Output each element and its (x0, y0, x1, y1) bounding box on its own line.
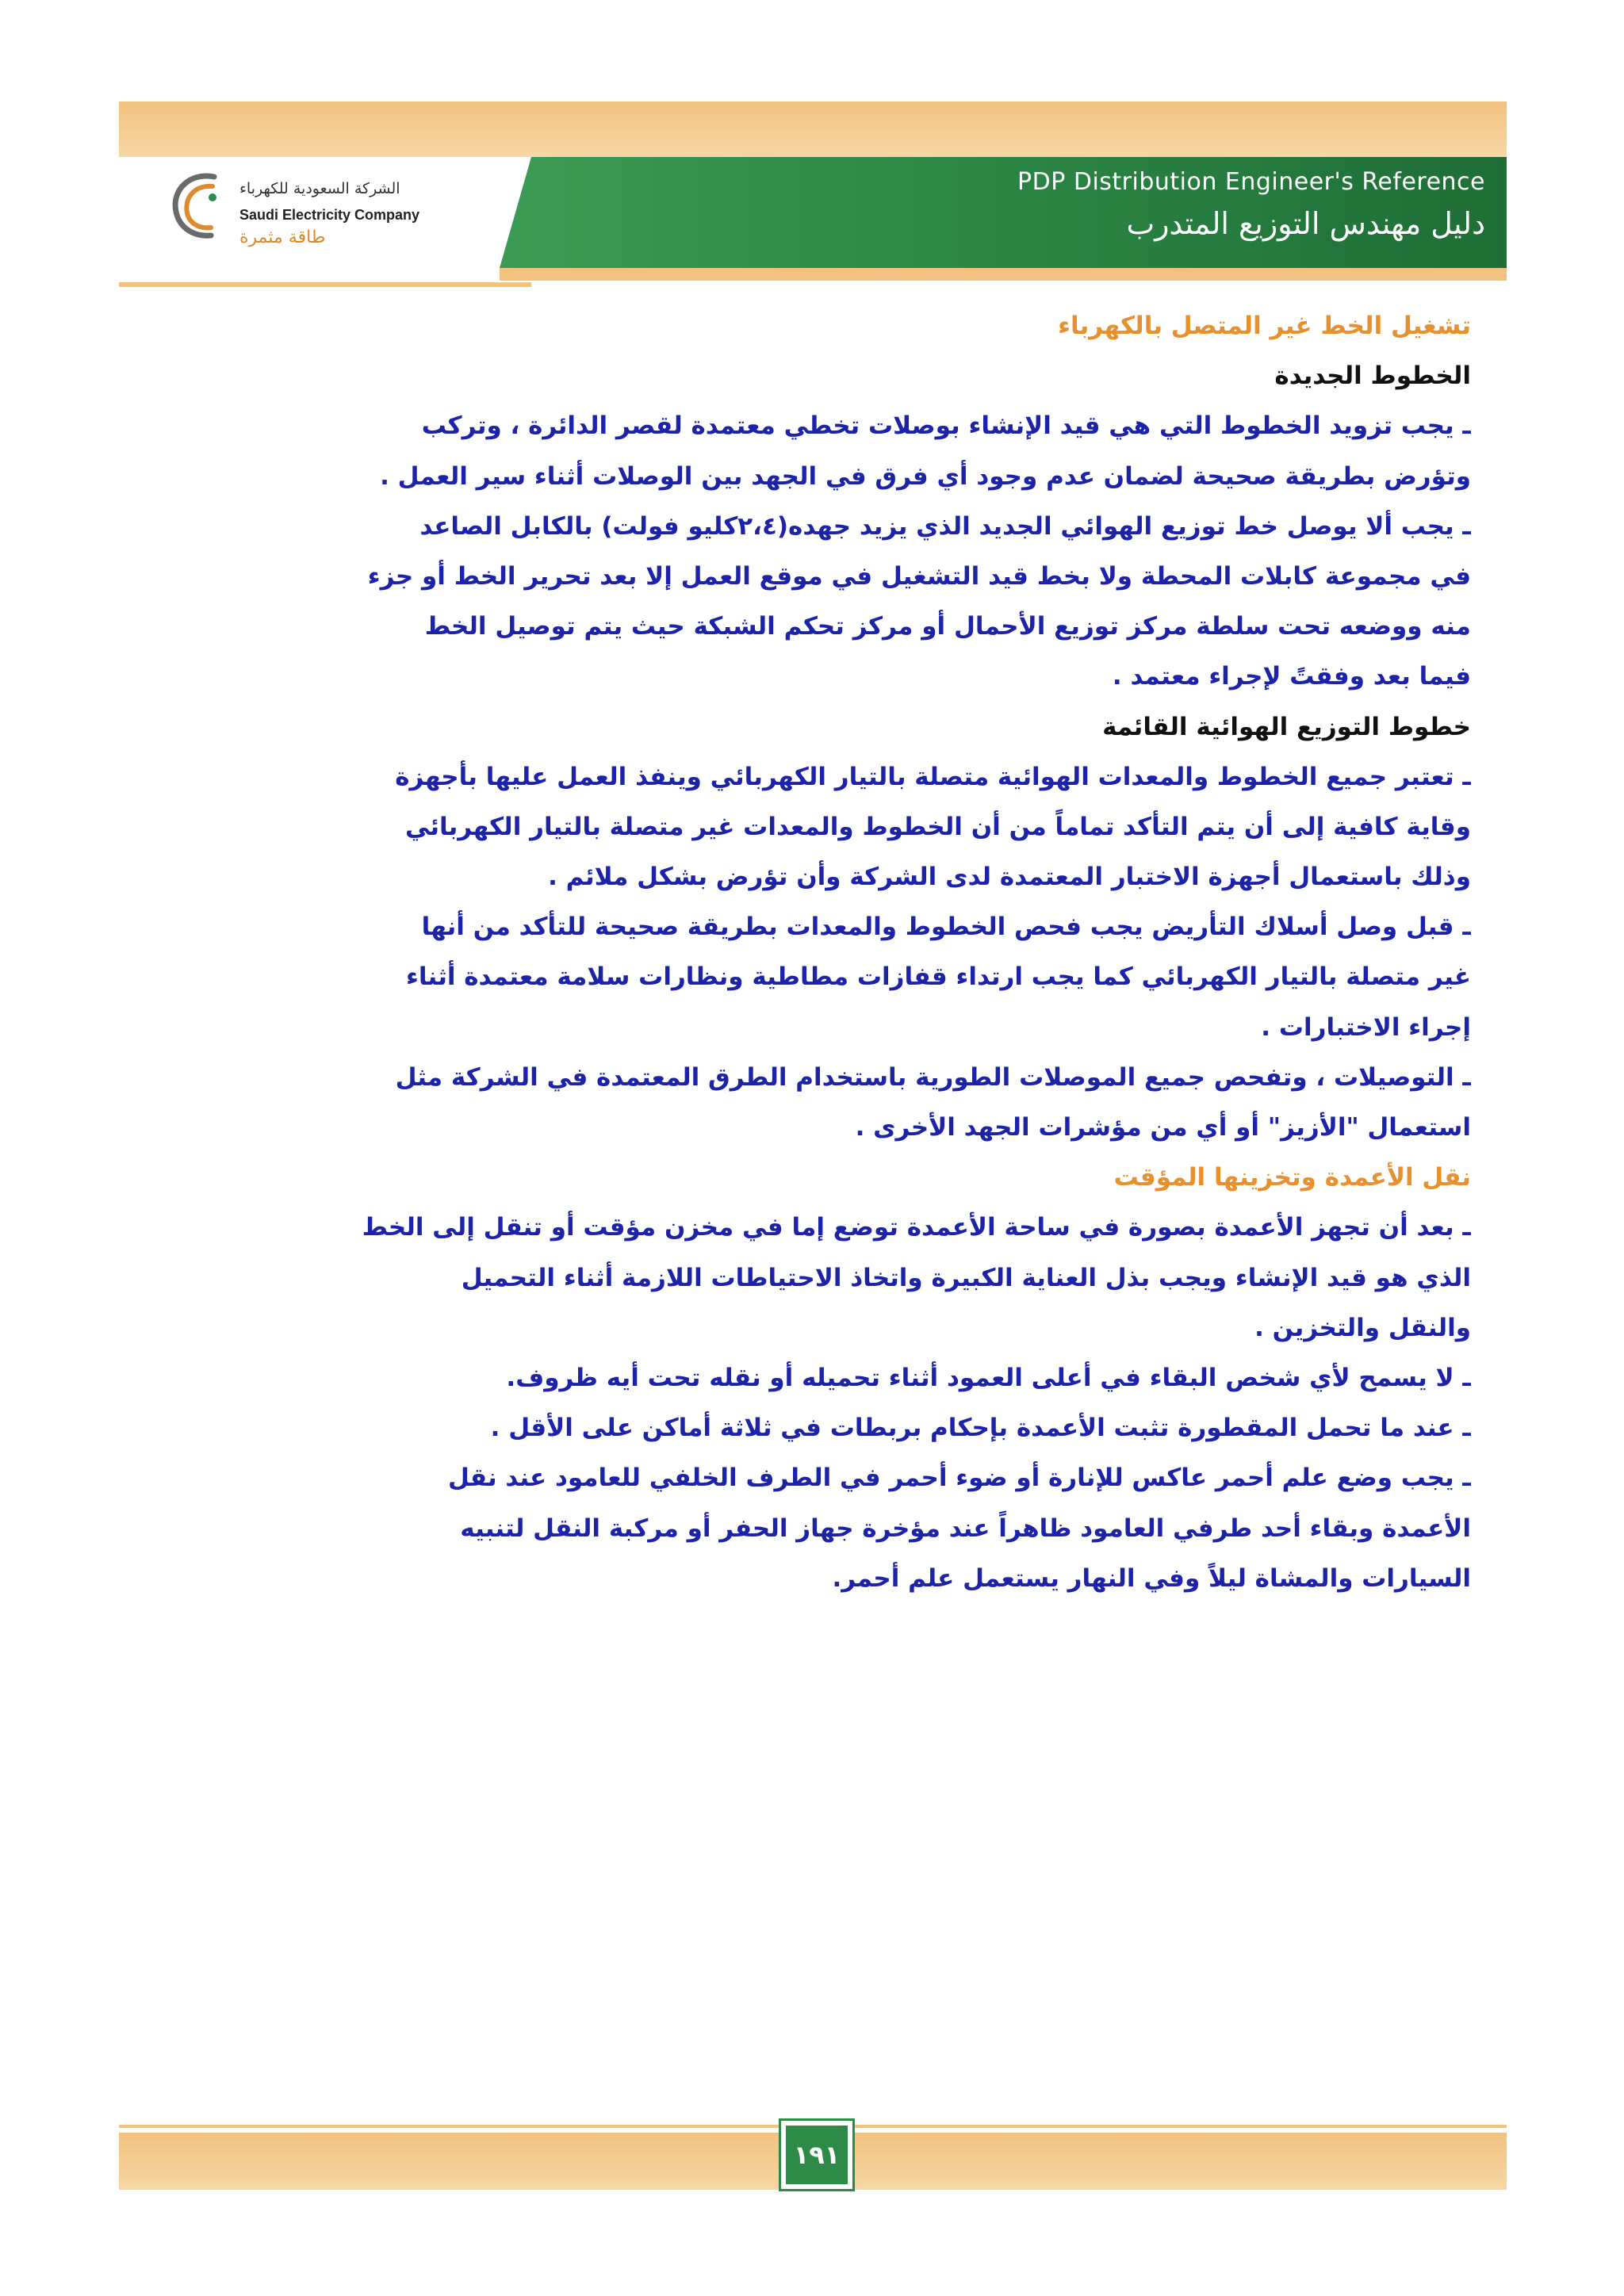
body-text-line: الأعمدة وبقاء أحد طرفي العامود ظاهراً عند مؤخرة جهاز الحفر أو مركبة النقل لتنبيه (460, 1513, 1471, 1543)
body-text-line: وتؤرض بطريقة صحيحة لضمان عدم وجود أي فرق في الجهد بين الوصلات أثناء سير العمل . (380, 461, 1471, 491)
body-text-line: ـ عند ما تحمل المقطورة تثبت الأعمدة بإحكام بربطات في ثلاثة أماكن على الأقل . (490, 1414, 1471, 1443)
body-text-line: في مجموعة كابلات المحطة ولا بخط قيد التشغيل في موقع العمل إلا بعد تحرير الخط أو جزء (367, 561, 1471, 591)
body-text-line: فيما بعد وفقتً لإجراء معتمد . (1112, 662, 1471, 691)
header-title-en: PDP Distribution Engineer's Reference (1017, 168, 1485, 196)
header-top-band (119, 101, 1507, 157)
body-text-line: ـ التوصيلات ، وتفحص جميع الموصلات الطورية باستخدام الطرق المعتمدة في الشركة مثل (395, 1062, 1471, 1092)
sec-logo-icon (167, 166, 228, 245)
body-text-line: إجراء الاختبارات . (1261, 1012, 1471, 1042)
body-text-line: ـ يجب ألا يوصل خط توزيع الهوائي الجديد الذي يزيد جهده(٢،٤كليو فولت) بالكابل الصاعد (419, 511, 1471, 541)
logo-slogan: طاقة مثمرة (239, 228, 326, 247)
body-text-line: ـ قبل وصل أسلاك التأريض يجب فحص الخطوط والمعدات بطريقة صحيحة للتأكد من أنها (421, 913, 1471, 942)
body-text-line: وقاية كافية إلى أن يتم التأكد تماماً من أن الخطوط والمعدات غير متصلة بالتيار الكهربائي (405, 812, 1471, 841)
body-text-line: السيارات والمشاة ليلاً وفي النهار يستعمل علم أحمر. (832, 1563, 1471, 1593)
subsection-heading: خطوط التوزيع الهوائية القائمة (1102, 712, 1471, 741)
header-underline (500, 268, 1507, 281)
logo-text-en: Saudi Electricity Company (239, 207, 420, 223)
body-text-line: ـ تعتبر جميع الخطوط والمعدات الهوائية متصلة بالتيار الكهربائي وينفذ العمل عليها بأجهزة (395, 762, 1471, 791)
body-text-line: منه ووضعه تحت سلطة مركز توزيع الأحمال أو مركز تحكم الشبكة حيث يتم توصيل الخط (424, 612, 1471, 641)
page-number: ١٩١ (786, 2126, 848, 2184)
body-text-line: الذي هو قيد الإنشاء ويجب بذل العناية الكبيرة واتخاذ الاحتياطات اللازمة أثناء التحميل (461, 1263, 1471, 1292)
subsection-heading: الخطوط الجديدة (1274, 362, 1471, 391)
logo-text-ar: الشركة السعودية للكهرباء (239, 180, 400, 197)
company-logo (167, 163, 452, 266)
section-heading: نقل الأعمدة وتخزينها المؤقت (1113, 1163, 1471, 1192)
page-number-box (779, 2118, 855, 2191)
body-text-line: ـ يجب تزويد الخطوط التي هي قيد الإنشاء بوصلات تخطي معتمدة لقصر الدائرة ، وتركب (421, 411, 1471, 441)
body-text-line: وذلك باستعمال أجهزة الاختبار المعتمدة لدى الشركة وأن تؤرض بشكل ملائم . (548, 863, 1471, 892)
section-heading: تشغيل الخط غير المتصل بالكهرباء (1058, 312, 1471, 340)
body-text-line: استعمال "الأزيز" أو أي من مؤشرات الجهد الأخرى . (855, 1113, 1471, 1142)
body-text-line: ـ بعد أن تجهز الأعمدة بصورة في ساحة الأعمدة توضع إما في مخزن مؤقت أو تنقل إلى الخط (362, 1213, 1471, 1242)
body-text-line: ـ لا يسمح لأي شخص البقاء في أعلى العمود أثناء تحميله أو نقله تحت أيه ظروف. (506, 1363, 1471, 1392)
body-text-line: غير متصلة بالتيار الكهربائي كما يجب ارتداء قفازات مطاطية ونظارات سلامة معتمدة أثناء (406, 962, 1471, 992)
body-text-line: ـ يجب وضع علم أحمر عاكس للإنارة أو ضوء أحمر في الطرف الخلفي للعامود عند نقل (448, 1464, 1471, 1493)
body-text-line: والنقل والتخزين . (1254, 1313, 1471, 1342)
document-body (155, 301, 1471, 1604)
header-title-ar: دليل مهندس التوزيع المتدرب (1126, 206, 1485, 241)
